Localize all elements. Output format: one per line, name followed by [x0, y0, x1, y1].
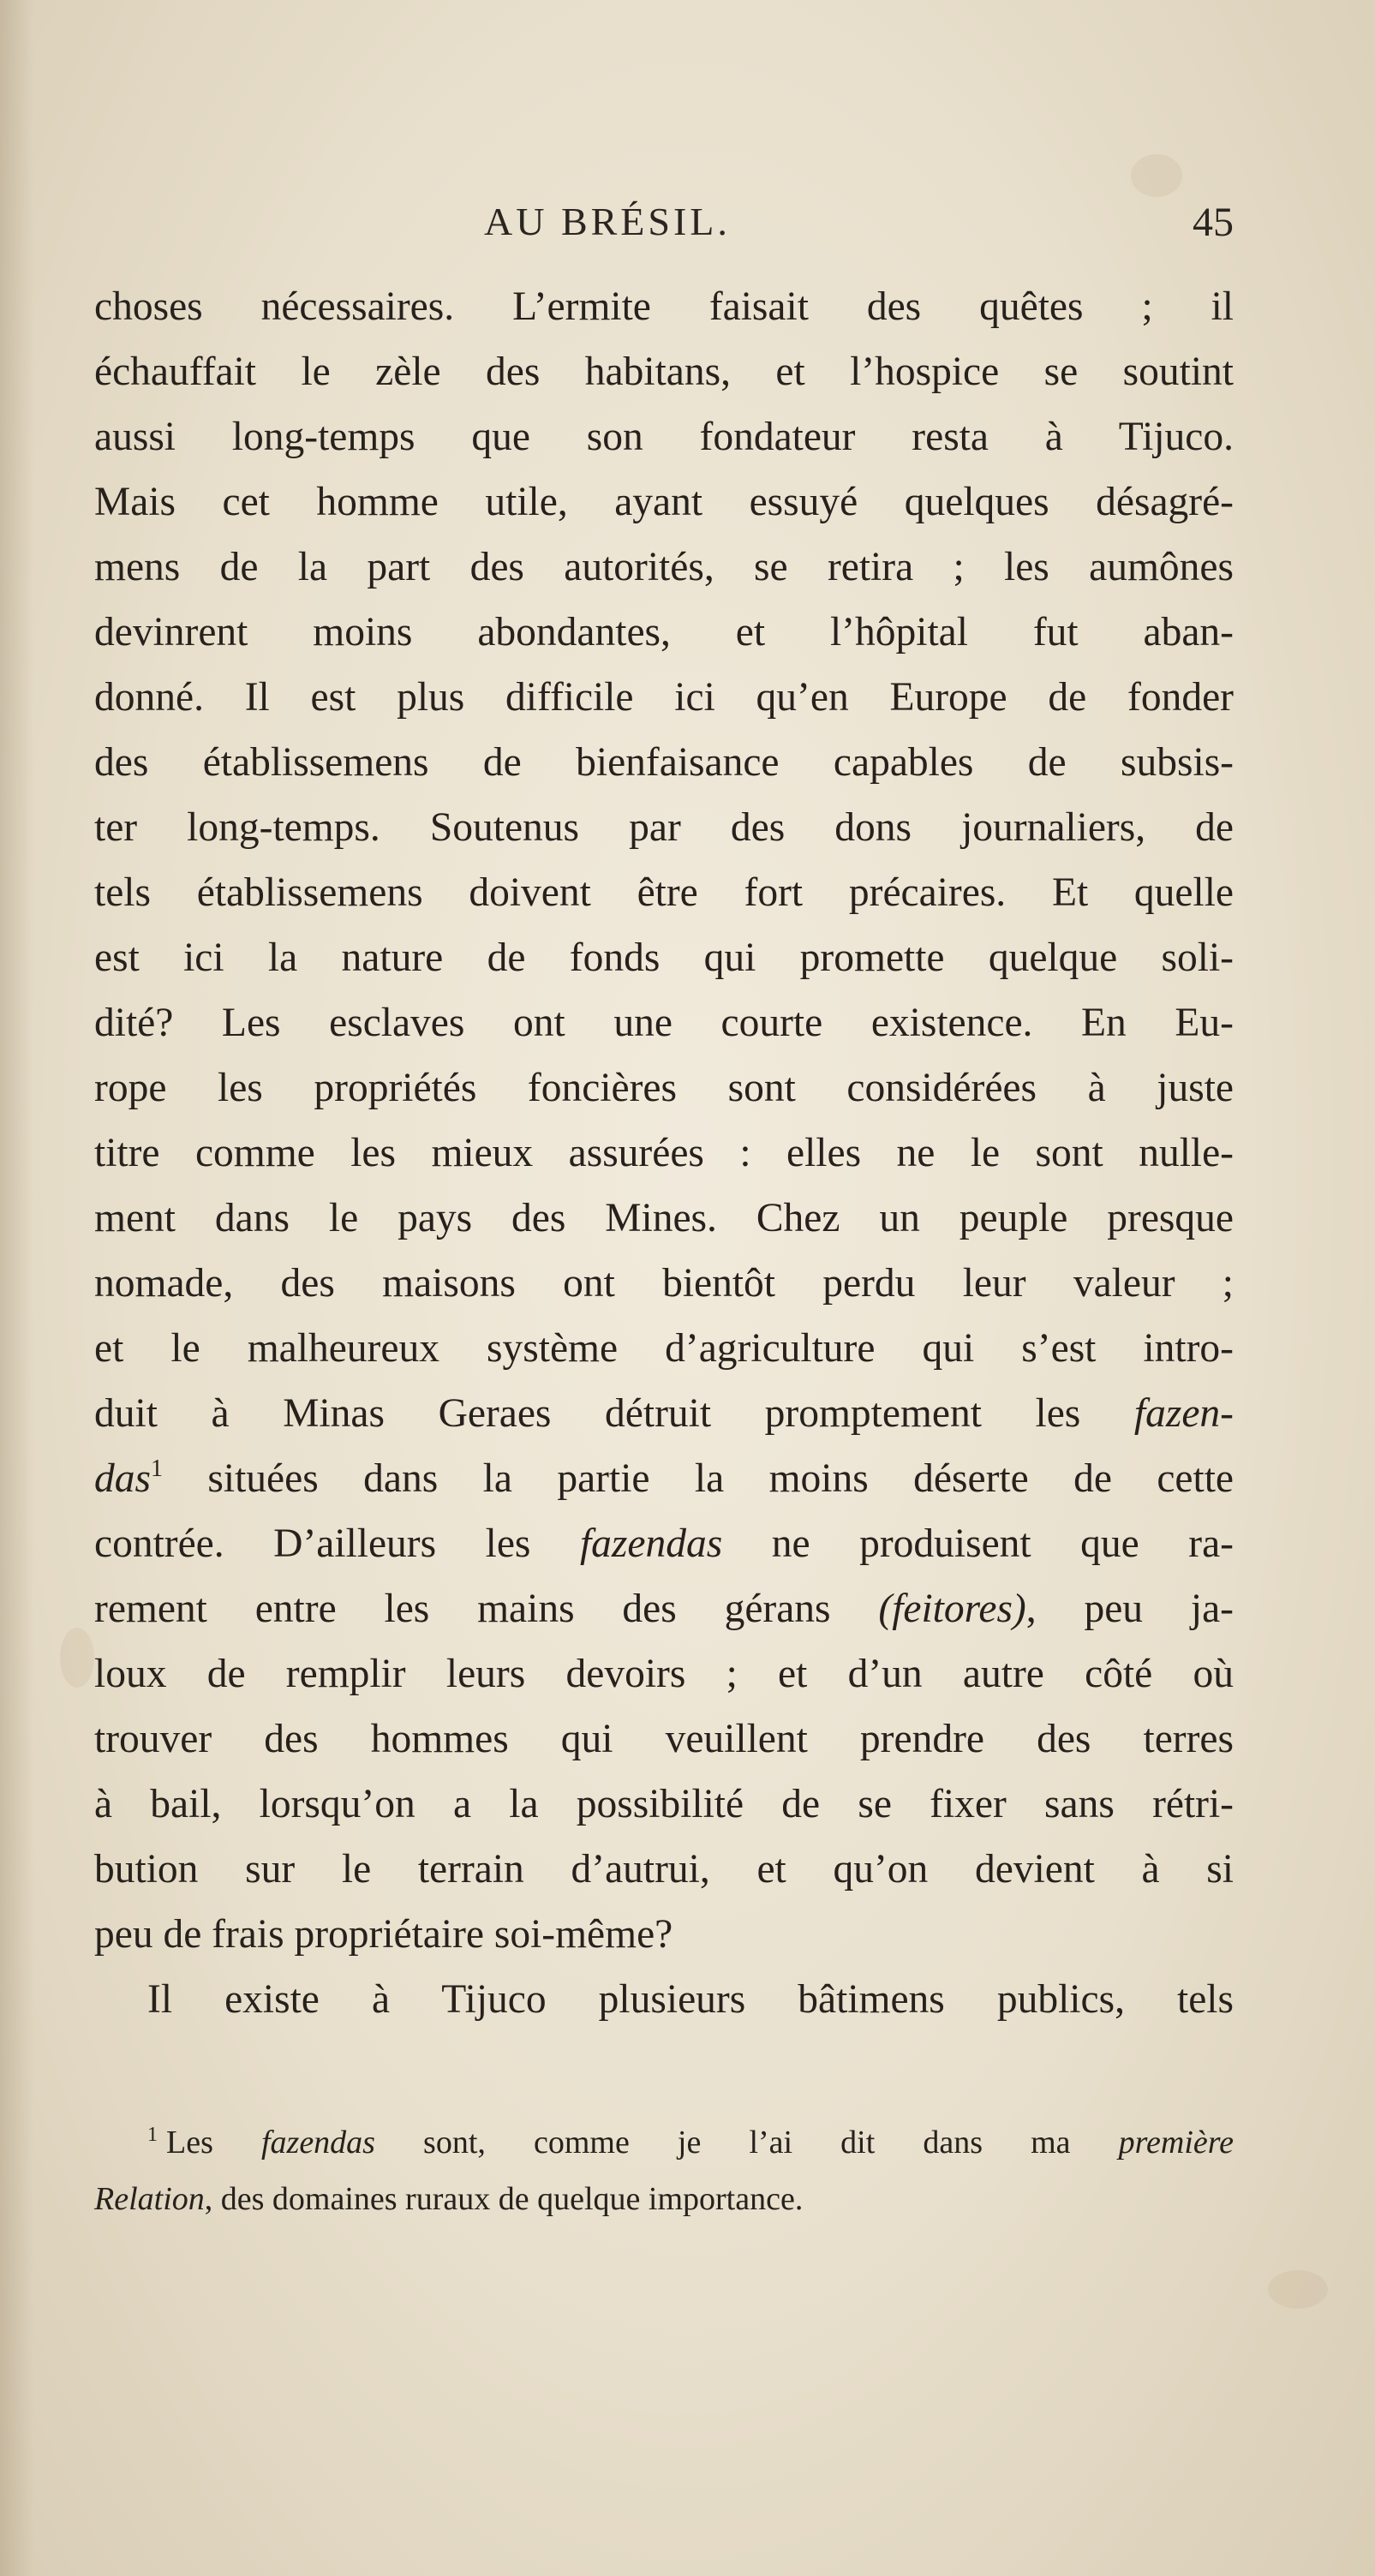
- text-line: [94, 600, 1234, 665]
- text-line: [94, 1576, 1234, 1641]
- text-line: [94, 990, 1234, 1055]
- text-segment: duit à Minas Geraes détruit promptement les: [94, 1391, 1134, 1436]
- text-segment: ment dans le pays des Mines. Chez un peuple presque: [94, 1196, 1234, 1240]
- text-line: [94, 1055, 1234, 1121]
- text-line: [94, 1446, 1234, 1511]
- text-segment: situées dans la partie la moins déserte de cette: [163, 1456, 1234, 1501]
- text-segment: peu de frais propriétaire soi-même?: [94, 1912, 673, 1957]
- italic-text: première: [1118, 2125, 1234, 2161]
- footnote-line: [94, 2114, 1234, 2171]
- footnote-line: [94, 2171, 1234, 2227]
- text-segment: bution sur le terrain d’autrui, et qu’on devient à si: [94, 1847, 1234, 1892]
- italic-text: das: [94, 1456, 151, 1501]
- text-line: [94, 535, 1234, 600]
- running-title: AU BRÉSIL.: [484, 200, 731, 243]
- body-text: [94, 274, 1234, 2032]
- text-line: [94, 404, 1234, 469]
- text-segment: des établissemens de bienfaisance capables de subsis-: [94, 740, 1234, 785]
- text-line: [94, 1641, 1234, 1706]
- text-line: [94, 1967, 1234, 2032]
- text-line: [94, 1511, 1234, 1576]
- text-line: [94, 1251, 1234, 1316]
- text-segment: donné. Il est plus difficile ici qu’en Europe de fonder: [94, 675, 1234, 720]
- text-segment: trouver des hommes qui veuillent prendre des terres: [94, 1717, 1234, 1761]
- foxing-spot: [60, 1628, 94, 1688]
- text-line: [94, 665, 1234, 730]
- text-segment: loux de remplir leurs devoirs ; et d’un autre côté où: [94, 1652, 1234, 1696]
- running-head: [94, 199, 1234, 267]
- text-segment: ne produisent que ra-: [722, 1521, 1234, 1566]
- text-line: [94, 925, 1234, 990]
- text-segment: ter long-temps. Soutenus par des dons journaliers, de: [94, 805, 1234, 850]
- text-segment: rement entre les mains des gérans: [94, 1587, 879, 1631]
- text-line: [94, 1837, 1234, 1902]
- text-segment: Il existe à Tijuco plusieurs bâtimens publics, tels: [147, 1977, 1234, 2022]
- text-line: [94, 469, 1234, 535]
- text-line: [94, 274, 1234, 339]
- text-segment: sont, comme je l’ai dit dans ma: [374, 2125, 1119, 2161]
- text-segment: Les: [166, 2125, 261, 2161]
- italic-text: Relation: [94, 2181, 205, 2217]
- page-number: 45: [1193, 200, 1234, 245]
- text-line: [94, 1902, 1234, 1967]
- text-line: [94, 1381, 1234, 1446]
- italic-text: fazen-: [1133, 1391, 1234, 1436]
- text-segment: nomade, des maisons ont bientôt perdu leur valeur ;: [94, 1261, 1234, 1306]
- text-segment: échauffait le zèle des habitans, et l’hospice se soutint: [94, 350, 1234, 394]
- text-line: [94, 860, 1234, 925]
- text-segment: est ici la nature de fonds qui promette quelque soli-: [94, 935, 1234, 980]
- spine-shadow: [0, 0, 34, 2576]
- text-segment: Mais cet homme utile, ayant essuyé quelques désagré-: [94, 480, 1234, 524]
- text-segment: titre comme les mieux assurées : elles ne le sont nulle-: [94, 1131, 1234, 1175]
- text-segment: , peu ja-: [1025, 1587, 1234, 1631]
- text-segment: mens de la part des autorités, se retira ; les aumônes: [94, 545, 1234, 589]
- italic-text: fazendas: [579, 1521, 723, 1566]
- text-segment: et le malheureux système d’agriculture qui s’est intro-: [94, 1326, 1234, 1371]
- text-line: [94, 1121, 1234, 1186]
- text-segment: rope les propriétés foncières sont considérées à juste: [94, 1066, 1234, 1110]
- text-line: [94, 1186, 1234, 1251]
- foxing-spot: [1268, 2270, 1328, 2309]
- footnote-reference: 1: [151, 1455, 163, 1482]
- text-line: [94, 1772, 1234, 1837]
- foxing-spot: [1131, 154, 1182, 197]
- text-segment: à bail, lorsqu’on a la possibilité de se fixer sans rétri-: [94, 1782, 1234, 1826]
- text-line: [94, 1316, 1234, 1381]
- text-line: [94, 1706, 1234, 1772]
- text-line: [94, 730, 1234, 795]
- italic-text: (feitores): [878, 1587, 1026, 1631]
- text-line: [94, 795, 1234, 860]
- text-line: [94, 339, 1234, 404]
- text-segment: choses nécessaires. L’ermite faisait des quêtes ; il: [94, 284, 1234, 329]
- footnote: [94, 2114, 1234, 2227]
- text-segment: , des domaines ruraux de quelque importance.: [204, 2181, 804, 2217]
- text-segment: contrée. D’ailleurs les: [94, 1521, 580, 1566]
- text-segment: aussi long-temps que son fondateur resta à Tijuco.: [94, 415, 1234, 459]
- text-segment: devinrent moins abondantes, et l’hôpital fut aban-: [94, 610, 1234, 654]
- italic-text: fazendas: [260, 2125, 375, 2161]
- text-segment: tels établissemens doivent être fort précaires. Et quelle: [94, 870, 1234, 915]
- text-segment: dité? Les esclaves ont une courte existence. En Eu-: [94, 1001, 1234, 1045]
- footnote-mark: 1: [147, 2124, 158, 2146]
